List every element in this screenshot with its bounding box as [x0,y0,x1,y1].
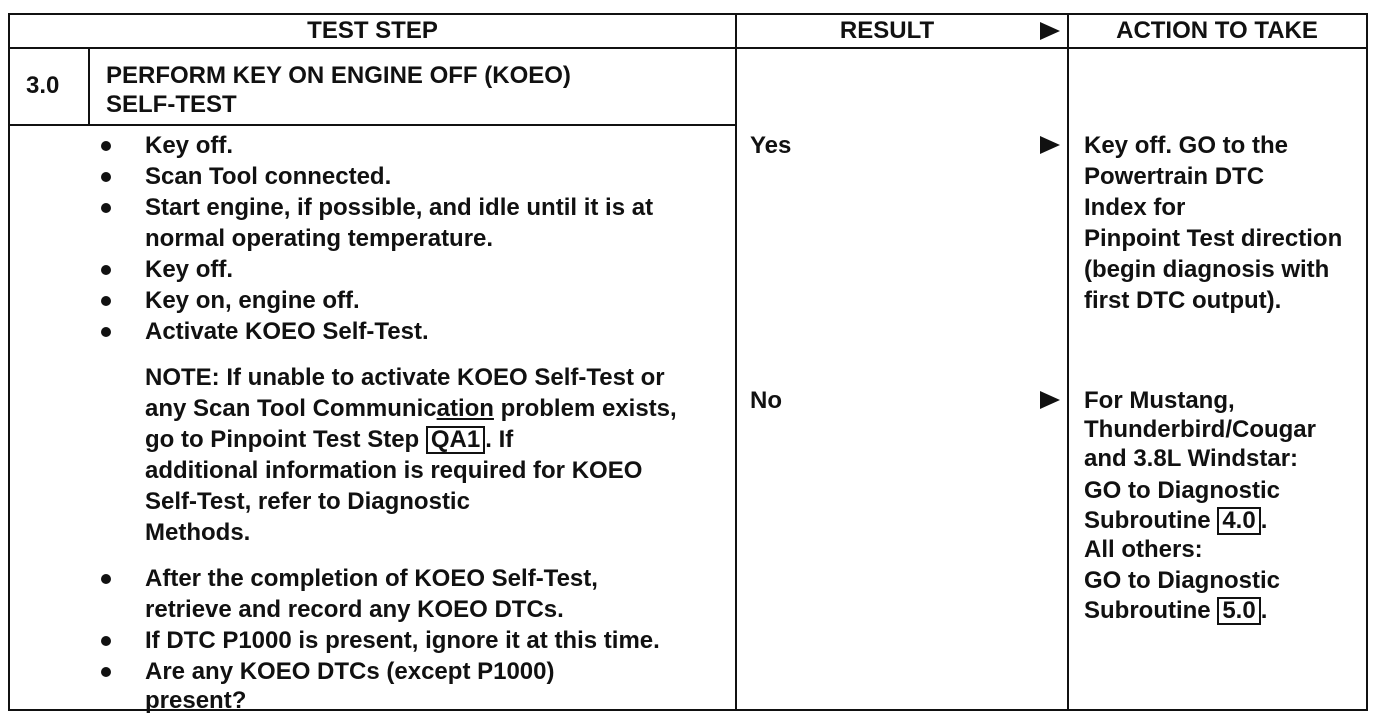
bullet-icon [101,667,111,677]
action-line: and 3.8L Windstar: [1084,445,1299,472]
action-text: Subroutine [1084,597,1218,624]
note-text: go to Pinpoint Test Step [145,426,426,453]
header-result: RESULT [839,17,935,44]
action-line: Pinpoint Test direction [1084,225,1343,252]
action-text: . [1260,597,1268,624]
bullet-item: After the completion of KOEO Self-Test, [145,565,598,592]
bullet-item: If DTC P1000 is present, ignore it at this time. [145,627,660,654]
bullet-item-continuation: present? [145,687,247,714]
bullet-icon [101,327,111,337]
header-divider [8,47,1368,49]
action-text: . [1260,507,1268,534]
subroutine-ref-5-0[interactable]: 5.0 [1217,597,1260,625]
step-title-divider [8,124,736,126]
result-no: No [750,387,782,414]
action-line: Key off. GO to the [1084,132,1288,159]
bullet-item: Key on, engine off. [145,287,360,314]
note-line: Methods. [145,519,251,546]
bullet-item-continuation: retrieve and record any KOEO DTCs. [145,596,564,623]
action-line: first DTC output). [1084,287,1282,314]
action-line: All others: [1084,536,1203,563]
note-line [145,393,677,424]
action-line: Index for [1084,194,1186,221]
bullet-icon [101,636,111,646]
step-number: 3.0 [26,72,60,99]
bullet-item: Activate KOEO Self-Test. [145,318,429,345]
note-text: any Scan Tool Communic [145,395,437,422]
bullet-icon [101,574,111,584]
bullet-icon [101,203,111,213]
note-text: . If [485,426,514,453]
bullet-item: Key off. [145,132,234,159]
step-title-line1: PERFORM KEY ON ENGINE OFF (KOEO) [106,62,571,89]
action-text: Subroutine [1084,507,1218,534]
result-no-arrow-icon [1040,391,1060,409]
action-line: Powertrain DTC [1084,163,1265,190]
action-line: GO to Diagnostic [1084,567,1281,594]
column-divider-action [1067,13,1069,711]
bullet-item: Start engine, if possible, and idle until it is at [145,194,654,221]
step-ref-qa1[interactable]: QA1 [426,426,485,454]
note-line: Self-Test, refer to Diagnostic [145,488,470,515]
bullet-icon [101,265,111,275]
action-line: Thunderbird/Cougar [1084,416,1316,443]
column-divider-result [735,13,737,711]
note-text-underlined: ation [436,395,494,422]
note-line: NOTE: If unable to activate KOEO Self-Test or [145,364,665,391]
action-line [1084,595,1267,626]
bullet-item: Scan Tool connected. [145,163,392,190]
result-yes: Yes [750,132,792,159]
header-test-step: TEST STEP [307,17,438,44]
note-line: additional information is required for KOEO [145,457,643,484]
result-yes-arrow-icon [1040,136,1060,154]
action-line [1084,505,1267,536]
bullet-icon [101,141,111,151]
step-number-divider [88,47,90,125]
note-text: problem exists, [493,395,677,422]
subroutine-ref-4-0[interactable]: 4.0 [1217,507,1260,535]
bullet-item: Are any KOEO DTCs (except P1000) [145,658,555,685]
bullet-item: Key off. [145,256,234,283]
note-line [145,424,513,455]
action-line: GO to Diagnostic [1084,477,1281,504]
step-title-line2: SELF-TEST [106,91,237,118]
bullet-item-continuation: normal operating temperature. [145,225,494,252]
header-action: ACTION TO TAKE [1116,17,1318,44]
header-arrow-icon [1040,22,1060,40]
action-line: For Mustang, [1084,387,1235,414]
action-line: (begin diagnosis with [1084,256,1330,283]
bullet-icon [101,172,111,182]
bullet-icon [101,296,111,306]
